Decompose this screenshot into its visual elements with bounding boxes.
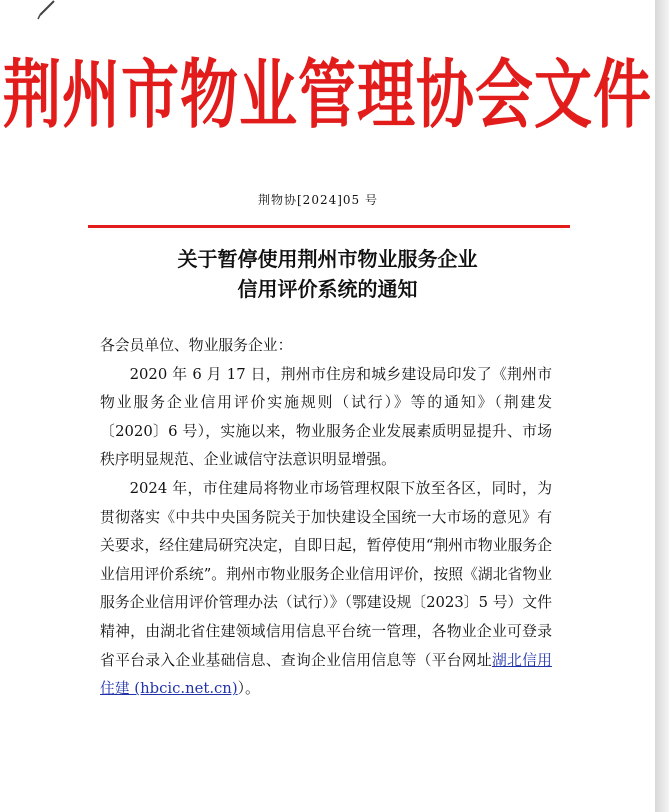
page-edge-shadow	[655, 0, 669, 812]
pen-mark-icon	[36, 0, 58, 22]
header-title: 荆州市物业管理协会文件	[2, 51, 652, 139]
paragraph-1: 2020 年 6 月 17 日，荆州市住房和城乡建设局印发了《荆州市物业服务企业信用评价实施规则（试行）》等的通知》（荆建发〔2020〕6 号），实施以来，物业服务企业发展素质明显提升、市场秩序明显规范、企业诚信守法意识明显增强。	[100, 365, 552, 469]
platform-link[interactable]: 湖北信用住建 (hbcic.net.cn)	[100, 651, 552, 698]
red-divider	[88, 225, 570, 228]
paragraph-2-text: 2024 年，市住建局将物业市场管理权限下放至各区，同时，为贯彻落实《中共中央国务院关于加快建设全国统一大市场的意见》有关要求，经住建局研究决定，自即日起，暂停使用“荆州市物业服务企业信用评价系统”。荆州市物业服务企业信用评价，按照《湖北省物业服务企业信用评价管理办法（试行）》（鄂建设规〔2023〕5 号）文件精神，由湖北省住建领域信用信息平台统一管理，各物业企业可登录省平台录入企业基础信息、查询企业信用信息等（平台网址	[100, 479, 552, 669]
salutation: 各会员单位、物业服务企业：	[100, 337, 293, 354]
notice-title	[0, 244, 655, 304]
notice-title-line-1: 关于暂停使用荆州市物业服务企业	[177, 247, 478, 271]
document-number: 荆物协[2024]05 号	[258, 193, 378, 207]
paragraph-2-end: ）。	[237, 680, 260, 698]
notice-body	[100, 332, 552, 704]
notice-title-line-2: 信用评价系统的通知	[237, 277, 418, 301]
paragraph-2	[100, 475, 552, 704]
